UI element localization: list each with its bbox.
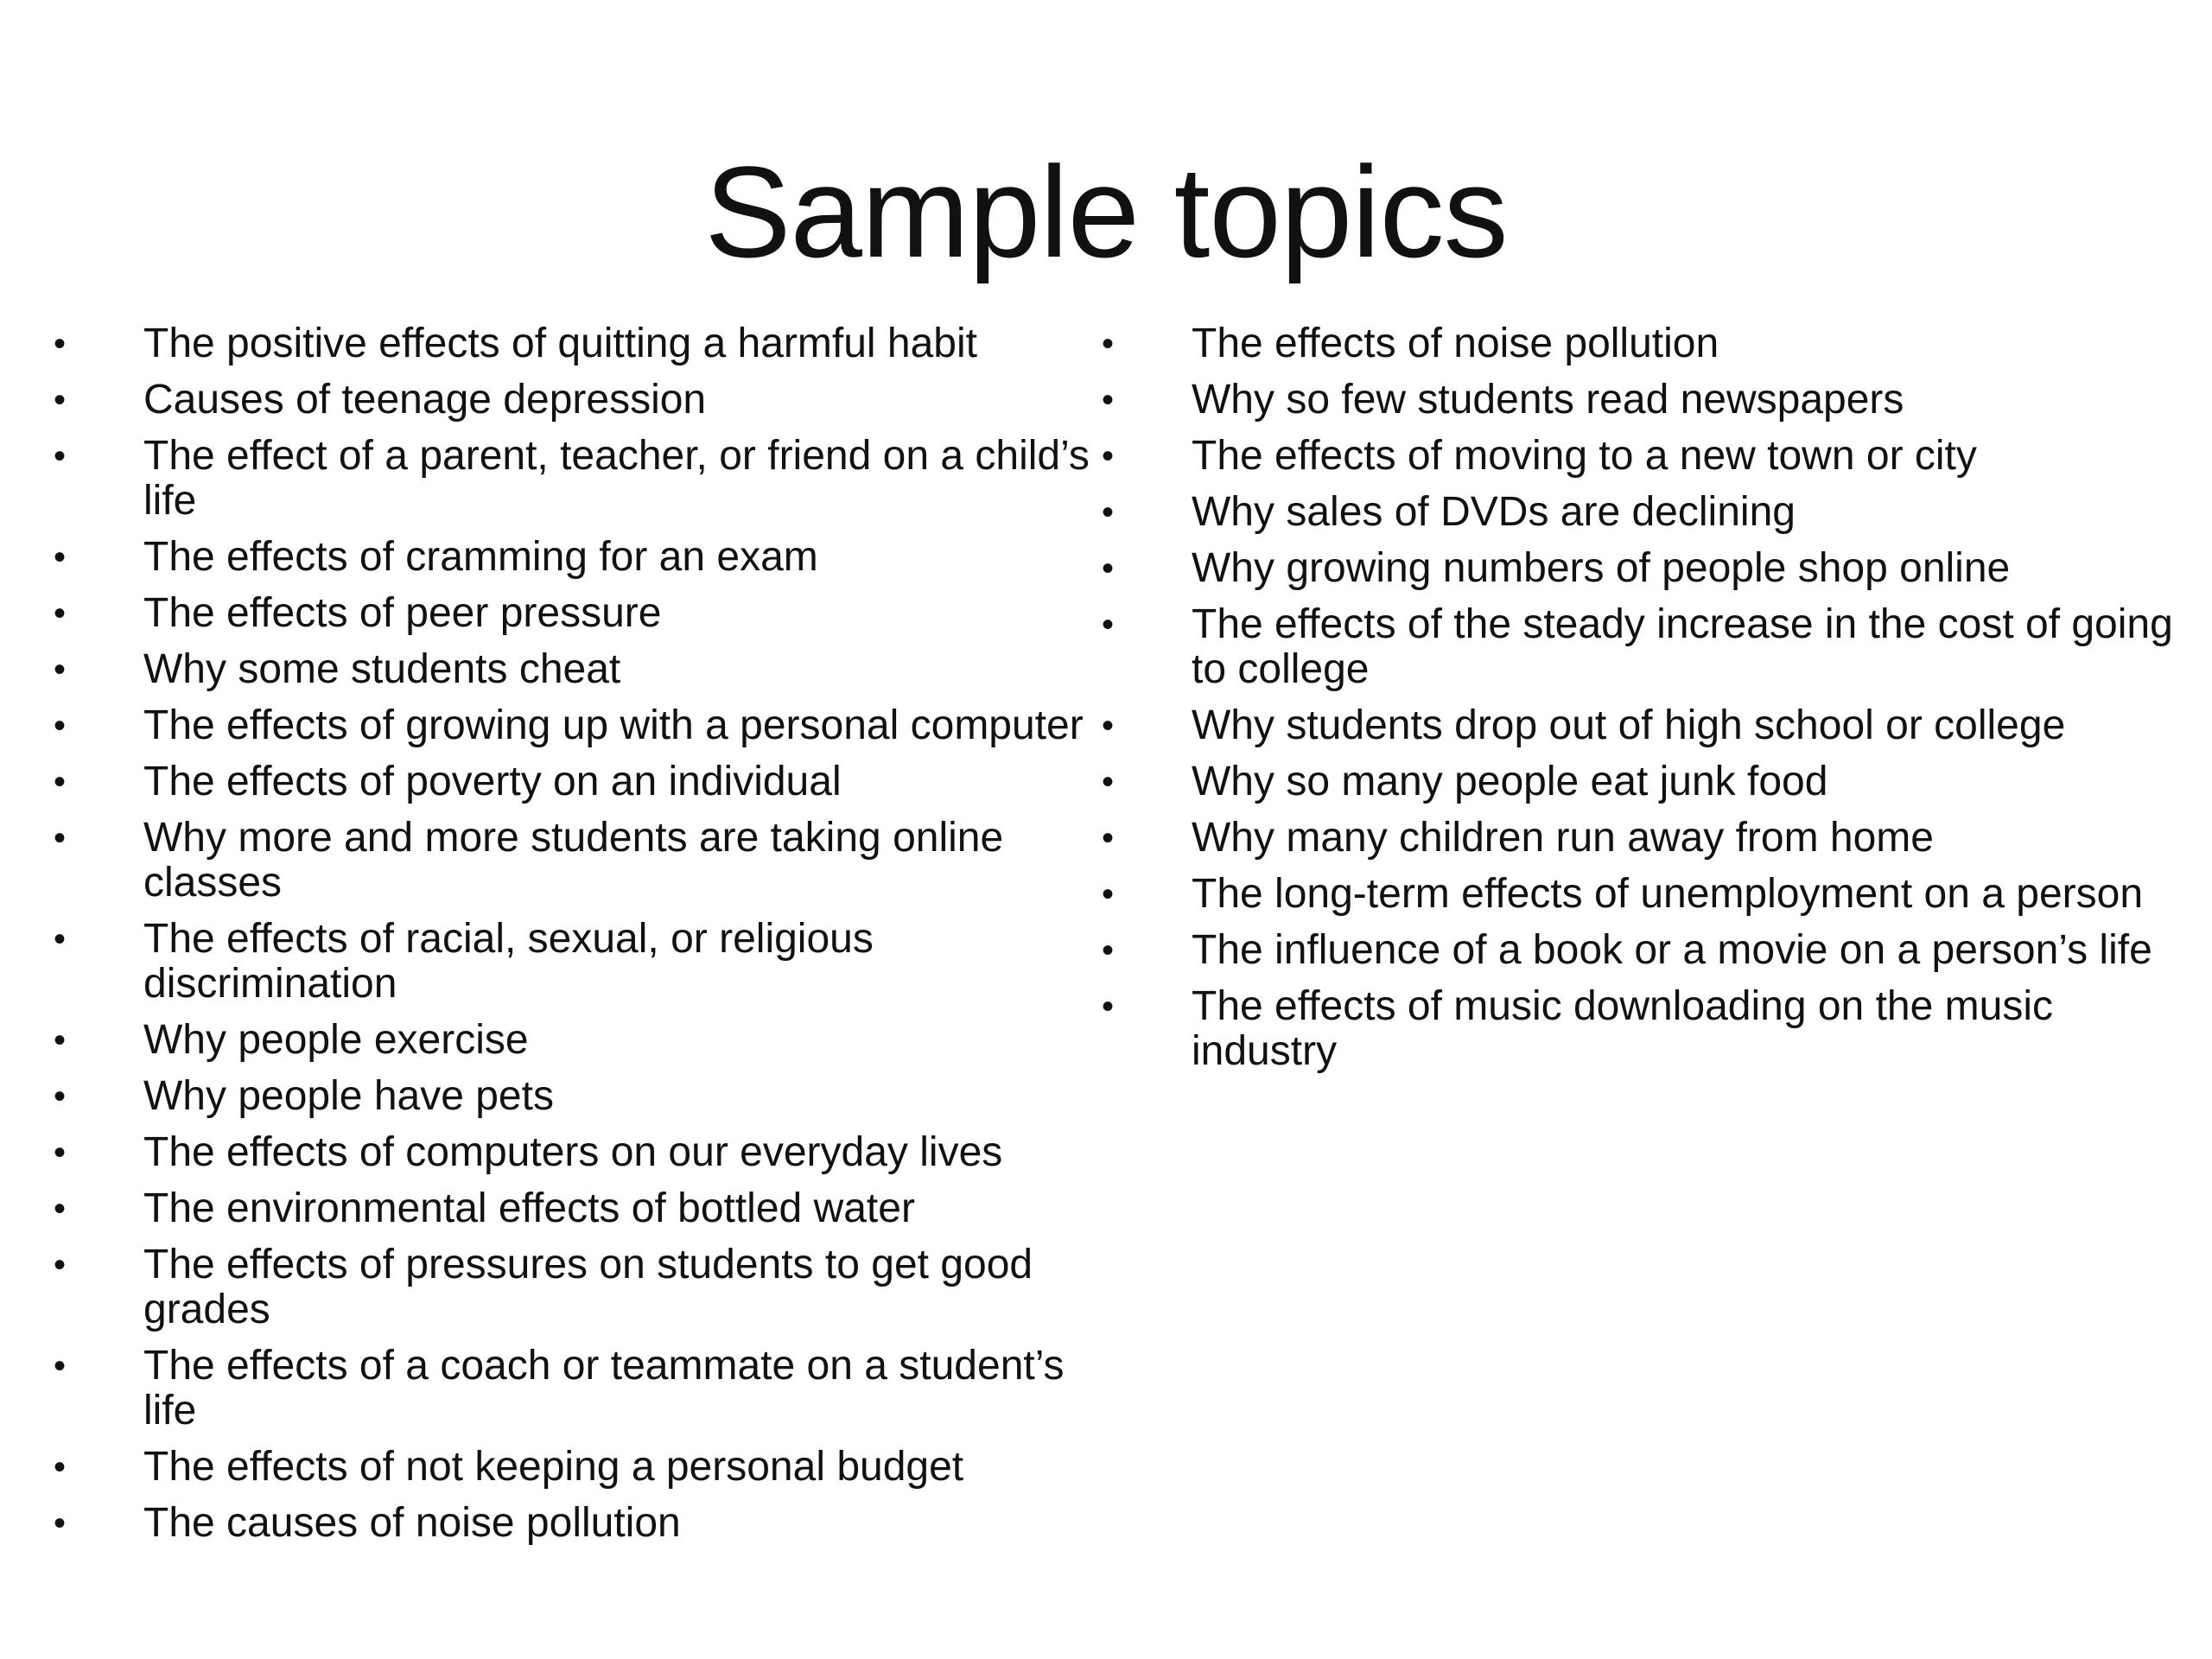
list-item xyxy=(54,591,1108,636)
bullet-icon: • xyxy=(54,1504,67,1542)
bullet-icon: • xyxy=(1102,325,1115,363)
list-item xyxy=(1102,703,2182,748)
bullet-icon: • xyxy=(54,538,67,576)
topic-text: The effects of cramming for an exam xyxy=(143,534,818,580)
topic-text: The effects of not keeping a personal budget xyxy=(143,1444,964,1490)
topic-text: Why many children run away from home xyxy=(1192,815,1934,861)
bullet-icon: • xyxy=(1102,707,1115,745)
bullet-icon: • xyxy=(1102,381,1115,419)
list-item xyxy=(1102,816,2182,861)
list-item xyxy=(54,1243,1108,1332)
topic-text: Why so many people eat junk food xyxy=(1192,759,1828,804)
bullet-icon: • xyxy=(54,707,67,745)
bullet-icon: • xyxy=(54,1448,67,1486)
bullet-icon: • xyxy=(1102,550,1115,588)
list-item xyxy=(1102,546,2182,591)
list-item xyxy=(1102,984,2182,1074)
topic-text: The effects of computers on our everyday lives xyxy=(143,1129,1003,1175)
right-topic-list xyxy=(1102,321,2182,1085)
list-item xyxy=(54,703,1108,748)
bullet-icon: • xyxy=(1102,606,1115,644)
list-item xyxy=(1102,321,2182,366)
topic-text: Why some students cheat xyxy=(143,646,621,692)
left-topic-list xyxy=(54,321,1108,1557)
topic-text: Why so few students read newspapers xyxy=(1192,377,1904,423)
bullet-icon: • xyxy=(54,1077,67,1116)
bullet-icon: • xyxy=(54,1134,67,1172)
list-item xyxy=(54,917,1108,1007)
bullet-icon: • xyxy=(54,381,67,419)
list-item xyxy=(54,321,1108,366)
bullet-icon: • xyxy=(54,325,67,363)
list-item xyxy=(54,1074,1108,1119)
bullet-icon: • xyxy=(1102,437,1115,475)
topic-text: The influence of a book or a movie on a person’s life xyxy=(1192,927,2152,973)
topic-text: The effects of pressures on students to get good grades xyxy=(143,1242,1033,1332)
list-item xyxy=(54,647,1108,692)
bullet-icon: • xyxy=(54,1246,67,1284)
topic-text: Why more and more students are taking online classes xyxy=(143,815,1004,906)
list-item xyxy=(1102,602,2182,692)
bullet-icon: • xyxy=(54,1347,67,1385)
list-item xyxy=(1102,434,2182,479)
topic-text: The effect of a parent, teacher, or friend on a child’s life xyxy=(143,433,1090,524)
bullet-icon: • xyxy=(1102,763,1115,801)
topic-text: The effects of a coach or teammate on a student’s life xyxy=(143,1343,1065,1433)
bullet-icon: • xyxy=(1102,988,1115,1026)
topic-text: The effects of moving to a new town or city xyxy=(1192,433,1977,479)
topic-text: Why sales of DVDs are declining xyxy=(1192,489,1796,535)
topic-text: The effects of growing up with a personal computer xyxy=(143,702,1084,748)
bullet-icon: • xyxy=(54,1021,67,1059)
topic-text: The positive effects of quitting a harmful habit xyxy=(143,321,977,366)
list-item xyxy=(54,535,1108,580)
bullet-icon: • xyxy=(1102,493,1115,531)
list-item xyxy=(1102,872,2182,917)
list-item xyxy=(54,1501,1108,1546)
list-item xyxy=(54,1186,1108,1231)
list-item xyxy=(54,816,1108,906)
bullet-icon: • xyxy=(54,1190,67,1228)
topic-text: Why growing numbers of people shop online xyxy=(1192,545,2011,591)
bullet-icon: • xyxy=(54,594,67,632)
list-item xyxy=(54,1445,1108,1490)
topic-text: The effects of noise pollution xyxy=(1192,321,1719,366)
list-item xyxy=(1102,490,2182,535)
topic-text: The effects of music downloading on the music industry xyxy=(1192,983,2053,1074)
topic-text: The environmental effects of bottled water xyxy=(143,1185,915,1231)
list-item xyxy=(54,378,1108,423)
slide-title: Sample topics xyxy=(704,139,1508,284)
topic-text: The effects of peer pressure xyxy=(143,590,662,636)
topic-text: The effects of racial, sexual, or religious discrimination xyxy=(143,916,874,1007)
bullet-icon: • xyxy=(1102,931,1115,969)
topic-text: Causes of teenage depression xyxy=(143,377,707,423)
list-item xyxy=(54,1018,1108,1063)
list-item xyxy=(54,434,1108,524)
bullet-icon: • xyxy=(54,920,67,958)
bullet-icon: • xyxy=(1102,819,1115,857)
list-item xyxy=(1102,760,2182,804)
topic-text: Why people have pets xyxy=(143,1073,554,1119)
list-item xyxy=(1102,378,2182,423)
topic-text: The effects of poverty on an individual xyxy=(143,759,842,804)
list-item xyxy=(54,1344,1108,1433)
list-item xyxy=(54,1130,1108,1175)
bullet-icon: • xyxy=(54,651,67,689)
list-item xyxy=(54,760,1108,804)
topic-text: Why people exercise xyxy=(143,1017,529,1063)
bullet-icon: • xyxy=(54,763,67,801)
list-item xyxy=(1102,928,2182,973)
bullet-icon: • xyxy=(1102,875,1115,913)
topic-text: The effects of the steady increase in the cost of going to college xyxy=(1192,601,2173,692)
topic-text: The causes of noise pollution xyxy=(143,1500,681,1546)
topic-text: Why students drop out of high school or college xyxy=(1192,702,2066,748)
bullet-icon: • xyxy=(54,437,67,475)
bullet-icon: • xyxy=(54,819,67,857)
topic-text: The long-term effects of unemployment on a person xyxy=(1192,871,2144,917)
